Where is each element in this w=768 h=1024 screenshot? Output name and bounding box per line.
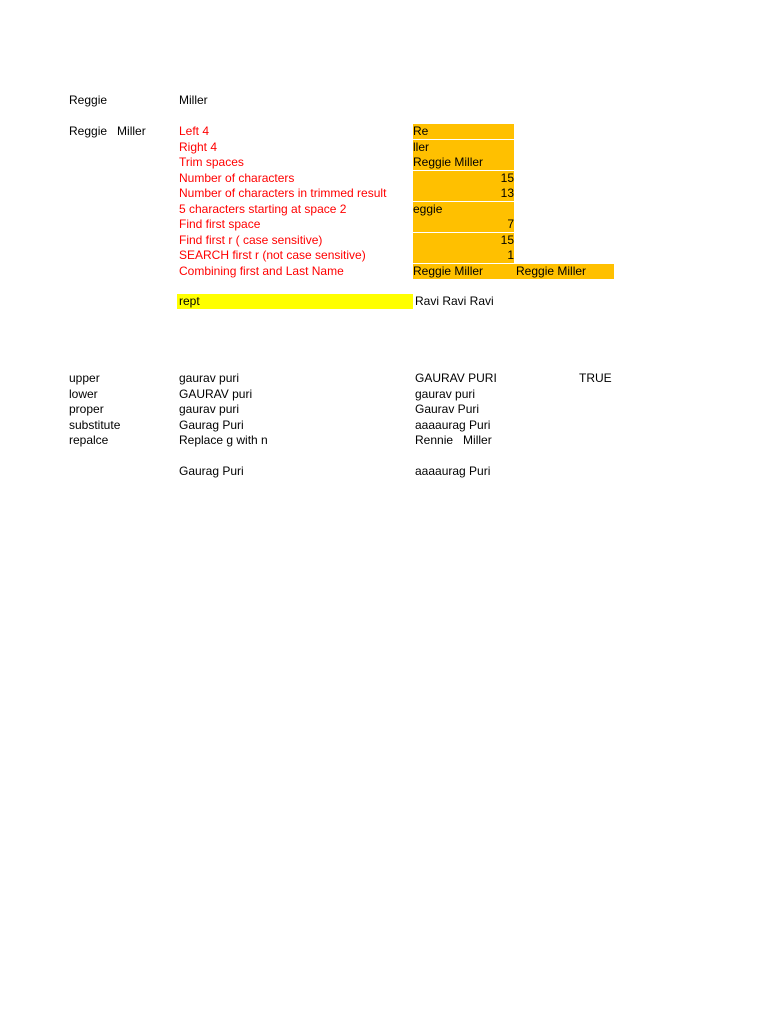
result-find-first-r[interactable]: 15 [413, 233, 514, 248]
func-name-lower[interactable]: lower [69, 386, 98, 401]
func-name-upper[interactable]: upper [69, 371, 100, 385]
func-output-lower[interactable]: gaurav puri [415, 386, 476, 401]
func-name-proper[interactable]: proper [69, 402, 104, 416]
label-find-first-r[interactable]: Find first r ( case sensitive) [179, 232, 323, 247]
label-left-4[interactable]: Left 4 [179, 124, 210, 138]
result-mid-5-chars[interactable]: eggie [413, 202, 514, 217]
label-chars-trimmed[interactable]: Number of characters in trimmed result [179, 186, 387, 200]
last-name-cell[interactable]: Miller [179, 93, 208, 107]
func-input-upper[interactable]: gaurav puri [179, 371, 240, 385]
label-right-4[interactable]: Right 4 [179, 139, 218, 154]
label-trim-spaces[interactable]: Trim spaces [179, 155, 244, 169]
label-number-of-characters[interactable]: Number of characters [179, 170, 295, 185]
result-combine-names[interactable]: Reggie Miller [413, 264, 514, 279]
label-mid-5-chars[interactable]: 5 characters starting at space 2 [179, 201, 347, 216]
source-name-cell[interactable]: Reggie Miller [69, 124, 146, 138]
func-output-substitute[interactable]: aaaaurag Puri [415, 417, 491, 432]
result-combine-names-2[interactable]: Reggie Miller [514, 264, 614, 279]
footer-output[interactable]: aaaaurag Puri [415, 464, 491, 478]
result-trim-spaces[interactable]: Reggie Miller [413, 155, 514, 170]
label-combine-names[interactable]: Combining first and Last Name [179, 263, 344, 278]
result-right-4[interactable]: ller [413, 140, 514, 155]
func-extra-true[interactable]: TRUE [579, 371, 612, 385]
rept-result[interactable]: Ravi Ravi Ravi [415, 294, 494, 308]
func-output-replace[interactable]: Rennie Miller [415, 433, 492, 447]
result-search-first-r[interactable]: 1 [413, 248, 514, 263]
func-name-substitute[interactable]: substitute [69, 417, 121, 432]
result-number-of-characters[interactable]: 15 [413, 171, 514, 186]
label-find-first-space[interactable]: Find first space [179, 217, 261, 231]
func-output-upper[interactable]: GAURAV PURI [415, 371, 497, 385]
func-output-proper[interactable]: Gaurav Puri [415, 402, 480, 416]
label-search-first-r[interactable]: SEARCH first r (not case sensitive) [179, 248, 366, 262]
rept-label[interactable]: rept [177, 294, 413, 309]
first-name-cell[interactable]: Reggie [69, 93, 108, 107]
result-left-4[interactable]: Re [413, 124, 514, 139]
func-name-replace[interactable]: repalce [69, 433, 109, 447]
func-input-lower[interactable]: GAURAV puri [179, 386, 253, 401]
result-find-first-space[interactable]: 7 [413, 217, 514, 232]
footer-input[interactable]: Gaurag Puri [179, 464, 244, 478]
result-chars-trimmed[interactable]: 13 [413, 186, 514, 201]
func-input-substitute[interactable]: Gaurag Puri [179, 417, 244, 432]
func-input-replace[interactable]: Replace g with n [179, 433, 268, 447]
func-input-proper[interactable]: gaurav puri [179, 402, 240, 416]
